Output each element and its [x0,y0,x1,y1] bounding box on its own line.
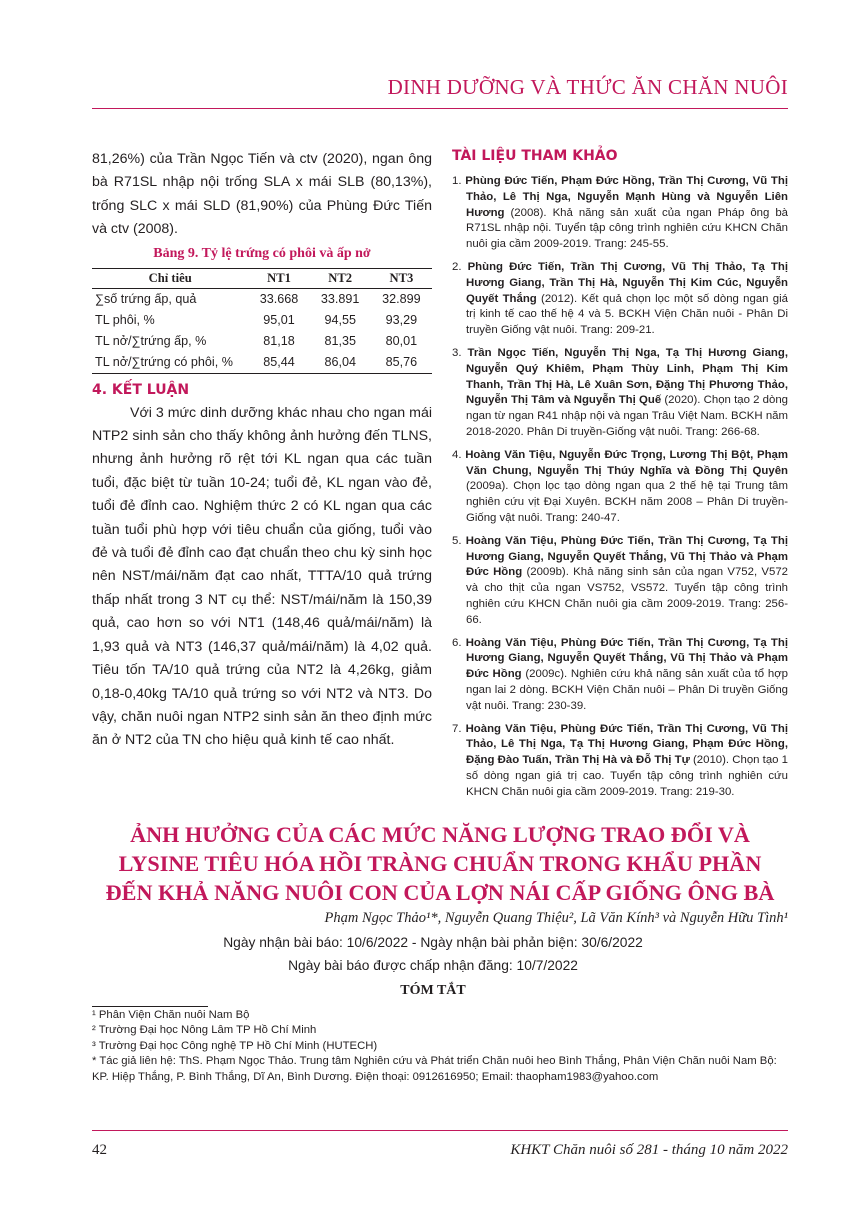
reference-authors: Hoàng Văn Tiệu, Nguyễn Đức Trọng, Lương Thị Bột, Phạm Văn Chung, Nguyễn Thị Thúy Nghĩa và Đồng Thị Quyên [465,448,788,477]
reference-details: (2009a). Chọn lọc tạo dòng ngan qua 2 thế hệ tại Trung tâm nghiên cứu vịt Đại Xuyên. BCKH năm 2008 – Phân Di truyền-Giống vật nuôi. Trang: 240-47. [466,480,788,524]
footnotes [92,1008,788,1085]
reference-details: (2020). Chọn tạo 2 dòng ngan từ ngan R41 nhập nội và ngan Trâu Việt Nam. BCKH năm 2018-2020. Phân Di truyền-Giống vật nuôi. Trang: 266-68. [466,394,788,438]
title-line: ẢNH HƯỞNG CỦA CÁC MỨC NĂNG LƯỢNG TRAO ĐỔI VÀ [130,822,750,847]
reference-item: 2. Phùng Đức Tiến, Trần Thị Cương, Vũ Thị Thảo, Tạ Thị Hương Giang, Trần Thị Hà, Nguyễn Thị Kim Cúc, Nguyễn Quyết Thắng (2012). Kết quả chọn lọc một số dòng ngan giá trị kinh tế cao thế hệ 4 và 5. BCKH Viện Chăn nuôi - Phân Di truyền Giống vật nuôi. Trang: 209-21. [452,260,788,337]
table-row [92,331,432,352]
received-dates: Ngày nhận bài báo: 10/6/2022 - Ngày nhận bài phản biện: 30/6/2022 [223,935,643,950]
references-heading: TÀI LIỆU THAM KHẢO [452,148,618,164]
reference-authors: Trần Ngọc Tiến, Nguyễn Thị Nga, Tạ Thị Hương Giang, Nguyễn Quý Khiêm, Phạm Thùy Linh, Phạm Thị Kim Thanh, Trần Thị Hà, Lê Xuân Sơn, Đặng Thị Phương Thảo, Nguyễn Thị Tâm và Nguyễn Thị Quế [466,346,788,407]
reference-item: 5. Hoàng Văn Tiệu, Phùng Đức Tiến, Trần Thị Cương, Tạ Thị Hương Giang, Nguyễn Quyết Thắng, Vũ Thị Thảo và Phạm Đức Hồng (2009b). Khả năng sinh sản của ngan V752, V572 và cho thịt của ngan VS752, VS572. Tuyển tập công trình nghiên cứu KHCN Chăn nuôi gia cầm 2009-2019. Trang: 256-66. [452,534,788,626]
table-row [92,352,432,374]
table-cell: 80,01 [385,333,418,348]
header-cell: Chỉ tiêu [92,268,248,288]
reference-authors: Hoàng Văn Tiệu, Phùng Đức Tiến, Trần Thị Cương, Tạ Thị Hương Giang, Nguyễn Quyết Thắng, Vũ Thị Thảo và Phạm Đức Hồng [465,636,788,681]
article-title [80,820,800,907]
table-cell: 86,04 [310,352,371,374]
reference-details: (2009b). Khả năng sinh sản của ngan V752, V572 và cho thịt của ngan VS752, VS572. Tuyển tập công trình nghiên cứu KHCN Chăn nuôi gia cầm 2009-2019. Trang: 256-66. [466,566,788,626]
table-caption: Bảng 9. Tỷ lệ trứng có phôi và ấp nở [153,245,371,261]
reference-authors: Hoàng Văn Tiệu, Phùng Đức Tiến, Trần Thị Cương, Tạ Thị Hương Giang, Nguyễn Quyết Thắng, Vũ Thị Thảo và Phạm Đức Hồng [465,534,788,579]
table-cell: 81,18 [263,333,295,348]
reference-authors: Phùng Đức Tiến, Phạm Đức Hồng, Trần Thị Cương, Vũ Thị Thảo, Lê Thị Nga, Nguyễn Mạnh Hùng và Nguyễn Liên Hương [465,175,788,219]
table-header-row [92,268,432,288]
table-cell: ∑số trứng ấp, quả [95,291,197,306]
footnote: ³ Trường Đại học Công nghệ TP Hồ Chí Minh (HUTECH) [92,1039,378,1052]
table-cell: 81,35 [324,333,356,348]
reference-authors: Hoàng Văn Tiệu, Phùng Đức Tiến, Trần Thị Cương, Vũ Thị Thảo, Lê Thị Nga, Tạ Thị Hương Giang, Phạm Đức Hồng, Đặng Đào Tuấn, Trần Thị Hà và Đỗ Thị Tự [465,722,788,767]
reference-item: 1. Phùng Đức Tiến, Phạm Đức Hồng, Trần Thị Cương, Vũ Thị Thảo, Lê Thị Nga, Nguyễn Mạnh Hùng và Nguyễn Liên Hương (2008). Khả năng sản xuất của ngan Pháp ông bà R71SL nhập nội. Tuyển tập công trình nghiên cứu KHCN Chăn nuôi gia cầm 2009-2019. Trang: 245-55. [452,175,788,251]
running-header: DINH DƯỠNG VÀ THỨC ĂN CHĂN NUÔI [387,75,788,99]
reference-details: (2009c). Nghiên cứu khả năng sản xuất của tổ hợp ngan lai 2 dòng. BCKH Viện Chăn nuôi – Phân Di truyền Giống vật nuôi. Trang: 230-39. [466,668,788,712]
footnote: ¹ Phân Viện Chăn nuôi Nam Bộ [92,1009,250,1021]
accepted-date: Ngày bài báo được chấp nhận đăng: 10/7/2022 [288,958,578,973]
embryo-hatch-table [92,268,432,374]
table-cell: 85,76 [371,352,432,374]
table-cell: 85,44 [248,352,309,374]
right-column [452,148,788,807]
reference-details: (2010). Chọn tạo 1 số dòng ngan giá trị cao. Tuyển tập công trình nghiên cứu KHCN Chăn nuôi gia cầm 2009-2019. Trang: 219-30. [466,754,788,798]
table-cell: TL nở/∑trứng ấp, % [95,333,207,348]
conclusion-paragraph: Với 3 mức dinh dưỡng khác nhau cho ngan mái NTP2 sinh sản cho thấy không ảnh hưởng đến TLNS, nhưng ảnh hưởng rõ rệt tới KL ngan qua các tuần tuổi, đặc biệt từ tuần 10-24; tuổi đẻ, KL ngan vào đẻ, tuổi đẻ đỉnh cao. Nghiệm thức 2 có KL ngan qua các tuần tuổi phù hợp với tiêu chuẩn của giống, tuổi vào đẻ và tuổi đẻ đỉnh cao đạt chuẩn theo chu kỳ sinh học nên NST/mái/năm đạt cao nhất, TTTA/10 quả trứng thấp nhất trong 3 NT cụ thể: NST/mái/năm là 150,39 quả, cao hơn so với NT1 (148,46 quả/mái/năm) là 1,93 quả và NT3 (146,37 quả/mái/năm) là 4,02 quả. Tiêu tốn TA/10 quả trứng của NT2 là 4,26kg, giảm 0,18-0,40kg TA/10 quả trứng so với NT2 và NT3. Do vậy, chăn nuôi ngan NTP2 sinh sản ăn theo định mức ăn ở NT2 của TN cho hiệu quả kinh tế cao nhất. [92,404,432,749]
table-cell: 95,01 [263,312,295,327]
journal-footer: KHKT Chăn nuôi số 281 - tháng 10 năm 2022 [510,1142,788,1158]
header-divider [92,108,788,109]
table-row [92,310,432,331]
reference-details: (2008). Khả năng sản xuất của ngan Pháp ông bà R71SL nhập nội. Tuyển tập công trình nghiên cứu KHCN Chăn nuôi gia cầm 2009-2019. Trang: 245-55. [466,206,788,251]
table-cell: 33.891 [320,291,360,306]
page-number: 42 [92,1142,107,1158]
reference-item: 6. Hoàng Văn Tiệu, Phùng Đức Tiến, Trần Thị Cương, Tạ Thị Hương Giang, Nguyễn Quyết Thắng, Vũ Thị Thảo và Phạm Đức Hồng (2009c). Nghiên cứu khả năng sản xuất của tổ hợp ngan lai 2 dòng. BCKH Viện Chăn nuôi – Phân Di truyền Giống vật nuôi. Trang: 230-39. [452,636,788,712]
reference-item: 3. Trần Ngọc Tiến, Nguyễn Thị Nga, Tạ Thị Hương Giang, Nguyễn Quý Khiêm, Phạm Thùy Linh, Phạm Thị Kim Thanh, Trần Thị Hà, Lê Xuân Sơn, Đặng Thị Phương Thảo, Nguyễn Thị Tâm và Nguyễn Thị Quế (2020). Chọn tạo 2 dòng ngan từ ngan R41 nhập nội và ngan Trâu Việt Nam. BCKH năm 2018-2020. Phân Di truyền-Giống vật nuôi. Trang: 266-68. [452,346,788,438]
reference-item: 7. Hoàng Văn Tiệu, Phùng Đức Tiến, Trần Thị Cương, Vũ Thị Thảo, Lê Thị Nga, Tạ Thị Hương Giang, Phạm Đức Hồng, Đặng Đào Tuấn, Trần Thị Hà và Đỗ Thị Tự (2010). Chọn tạo 1 số dòng ngan giá trị cao. Tuyển tập công trình nghiên cứu KHCN Chăn nuôi gia cầm 2009-2019. Trang: 219-30. [452,722,788,798]
header-cell: NT3 [371,268,432,288]
table-cell: TL phôi, % [95,312,155,327]
left-column [92,148,432,753]
abstract-heading: TÓM TẮT [400,983,466,998]
references-list [452,174,788,800]
table-cell: 94,55 [324,312,356,327]
title-line: LYSINE TIÊU HÓA HỒI TRÀNG CHUẨN TRONG KHẨU PHẦN [118,851,762,876]
table-cell: TL nở/∑trứng có phôi, % [92,352,248,374]
reference-authors: Phùng Đức Tiến, Trần Thị Cương, Vũ Thị Thảo, Tạ Thị Hương Giang, Trần Thị Hà, Nguyễn Thị Kim Cúc, Nguyễn Quyết Thắng [466,260,788,305]
table-row [92,288,432,310]
reference-details: (2012). Kết quả chọn lọc một số dòng ngan giá trị kinh tế cao thế hệ 4 và 5. BCKH Viện Chăn nuôi - Phân Di truyền Giống vật nuôi. Trang: 209-21. [466,292,788,337]
header-cell: NT2 [310,268,371,288]
intro-paragraph: 81,26%) của Trần Ngọc Tiến và ctv (2020), ngan ông bà R71SL nhập nội trống SLA x mái SLB (80,13%), trống SLC x mái SLD (81,90%) của Phùng Đức Tiến và ctv (2008). [92,151,432,238]
table-cell: 93,29 [385,312,418,327]
conclusion-heading: 4. KẾT LUẬN [92,381,190,398]
reference-item: 4. Hoàng Văn Tiệu, Nguyễn Đức Trọng, Lương Thị Bột, Phạm Văn Chung, Nguyễn Thị Thúy Nghĩa và Đồng Thị Quyên (2009a). Chọn lọc tạo dòng ngan qua 2 thế hệ tại Trung tâm nghiên cứu vịt Đại Xuyên. BCKH năm 2008 – Phân Di truyền-Giống vật nuôi. Trang: 240-47. [452,448,788,524]
footnote: ² Trường Đại học Nông Lâm TP Hồ Chí Minh [92,1024,317,1037]
table-cell: 32.899 [382,291,421,306]
footer-divider [92,1130,788,1131]
title-line: ĐẾN KHẢ NĂNG NUÔI CON CỦA LỢN NÁI CẤP GIỐNG ÔNG BÀ [105,880,775,905]
table-cell: 33.668 [259,291,299,306]
footnote: * Tác giả liên hệ: ThS. Phạm Ngọc Thảo. Trung tâm Nghiên cứu và Phát triển Chăn nuôi heo Bình Thắng, Phân Viện Chăn nuôi Nam Bộ: KP. Hiệp Thắng, P. Bình Thắng, Dĩ An, Bình Dương. Điện thoại: 0912616950; Email: thaopham1983@yahoo.com [92,1055,777,1083]
footnote-divider [92,1006,208,1007]
header-cell: NT1 [248,268,309,288]
article-authors: Phạm Ngọc Thảo¹*, Nguyễn Quang Thiệu², Lã Văn Kính³ và Nguyễn Hữu Tình¹ [324,910,788,926]
